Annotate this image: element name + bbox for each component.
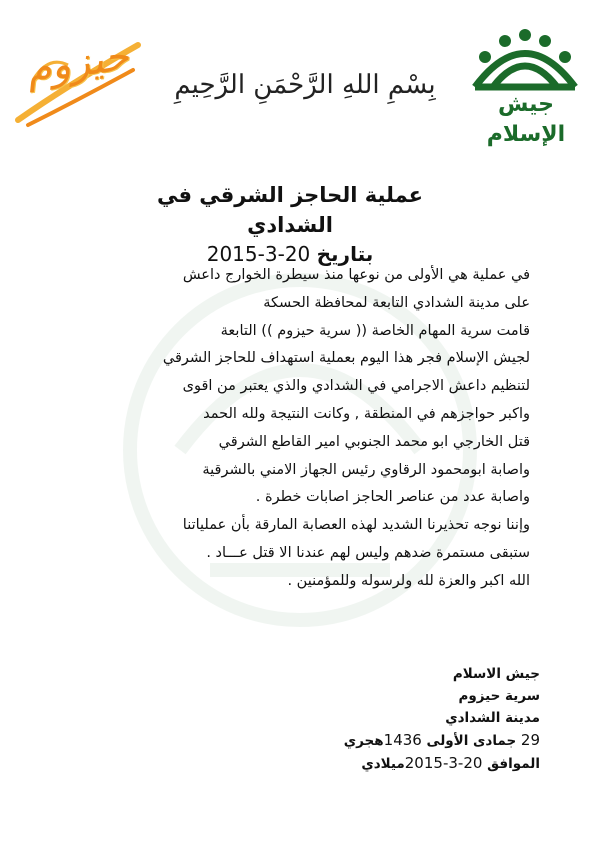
date-value: 20-3-2015 <box>206 242 311 266</box>
signature-city: مدينة الشدادي <box>445 710 540 726</box>
body-line: ستبقى مستمرة ضدهم وليس لهم عندنا الا قتل عـــاد . <box>206 544 530 561</box>
gregorian-date: 20-3-2015 <box>404 754 483 772</box>
statement-title: عملية الحاجز الشرقي في الشدادي <box>156 183 424 237</box>
hijri-suffix: هجري <box>343 733 384 749</box>
body-line: قتل الخارجي ابو محمد الجنوبي امير القاطع الشرقي <box>218 433 530 450</box>
hayzoum-logo-text: حيزوم <box>23 33 132 93</box>
body-line: قامت سرية المهام الخاصة (( سرية حيزوم )) التابعة <box>220 322 530 339</box>
hijri-year: 1436 <box>383 731 422 749</box>
signature-gregorian-date <box>300 752 540 775</box>
body-line: واكبر حواجزهم في المنطقة , وكانت النتيجة ولله الحمد <box>203 405 530 422</box>
signature-unit: سرية حيزوم <box>458 688 540 704</box>
document-header <box>0 0 600 150</box>
body-line: في عملية هي الأولى من نوعها منذ سيطرة الخوارج داعش <box>182 267 530 283</box>
signature-hijri-date <box>300 729 540 752</box>
gregorian-suffix: ميلادي <box>361 756 405 772</box>
gregorian-label: الموافق <box>487 756 540 772</box>
body-line: لتنظيم داعش الاجرامي في الشدادي والذي يعتبر من اقوى <box>182 378 530 395</box>
body-line: الله اكبر والعزة لله ولرسوله وللمؤمنين . <box>287 572 530 589</box>
statement-body <box>60 262 530 596</box>
date-label: بتاريخ <box>316 242 374 266</box>
body-line: واصابة عدد من عناصر الحاجز اصابات خطرة . <box>255 489 530 506</box>
body-line: لجيش الإسلام فجر هذا اليوم بعملية استهداف للحاجز الشرقي <box>162 350 530 367</box>
body-line: على مدينة الشدادي التابعة لمحافظة الحسكة <box>263 294 530 311</box>
basmala-calligraphy: بِسْمِ اللهِ الرَّحْمَنِ الرَّحِيمِ <box>174 70 436 100</box>
signature-block <box>300 663 540 775</box>
body-line: واصابة ابومحمود الرقاوي رئيس الجهاز الامني بالشرقية <box>202 461 530 478</box>
jaysh-al-islam-logo-text: جيش الإسلام <box>486 92 566 147</box>
statement-title-block <box>120 180 460 268</box>
hijri-month: جمادى الأولى <box>426 733 517 749</box>
signature-org: جيش الاسلام <box>452 666 540 682</box>
hijri-day: 29 <box>520 731 540 749</box>
body-line: وإننا نوجه تحذيرنا الشديد لهذه العصابة المارقة بأن عملياتنا <box>182 517 530 534</box>
